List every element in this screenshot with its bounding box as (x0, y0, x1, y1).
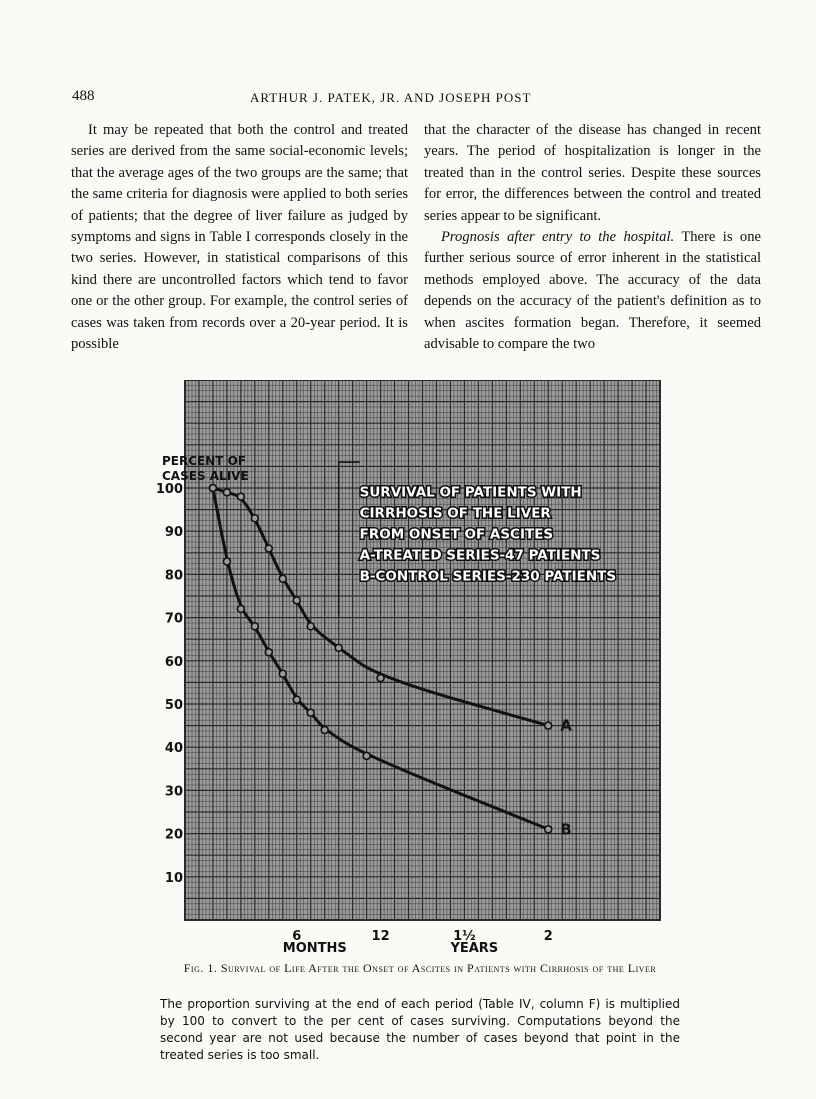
run-in-heading: Prognosis after entry to the hospital. (441, 229, 675, 246)
y-axis-label: PERCENT OF (162, 454, 247, 468)
data-point-B (251, 623, 258, 630)
x-axis-label-years: YEARS (450, 941, 499, 956)
page-number: 488 (72, 88, 95, 104)
left-column (71, 120, 408, 355)
paragraph: It may be repeated that both the control and treated series are derived from the same social-economic levels; that the average ages of the two groups are the same; that the same criteria for diagnosis were applied to both series of patients; that the degree of liver failure as judged by symptoms and signs in Table I corresponds closely in the two series. However, in statistical comparisons of this kind there are uncontrolled factors which tend to favor one or the other group. For example, the control series of cases was taken from records over a 20-year period. It is possible (71, 122, 408, 353)
y-tick-label: 60 (164, 654, 183, 670)
x-tick-label: 1½ (453, 929, 476, 944)
data-point-B (545, 826, 552, 833)
figure-caption-title: Fig. 1. Survival of Life After the Onset of Ascites in Patients with Cirrhosis of the Liver (183, 961, 657, 975)
paragraph-text: There is one further serious source of error inherent in the statistical methods employed above. The accuracy of the data depends on the accuracy of the patient's definition as to when ascites formation began. Therefore, it seemed advisable to compare the two (424, 229, 761, 353)
data-point-B (279, 670, 286, 677)
legend-line: B-CONTROL SERIES-230 PATIENTS (359, 568, 617, 585)
data-point-A (251, 515, 258, 522)
data-point-B (237, 605, 244, 612)
y-axis-label: CASES ALIVE (162, 469, 249, 483)
data-point-A (335, 644, 342, 651)
survival-chart (150, 380, 670, 960)
data-point-B (307, 709, 314, 716)
y-tick-label: 20 (164, 827, 183, 843)
data-point-B (209, 485, 216, 492)
data-point-A (265, 545, 272, 552)
data-point-B (223, 558, 230, 565)
data-point-A (237, 493, 244, 500)
y-tick-label: 80 (164, 568, 183, 584)
x-tick-label: 2 (543, 929, 553, 944)
y-tick-label: 70 (164, 611, 183, 627)
y-tick-label: 50 (164, 698, 183, 713)
series-label-B: B (560, 820, 572, 839)
legend-line: FROM ONSET OF ASCITES (359, 526, 554, 543)
y-tick-label: 30 (164, 784, 183, 800)
data-point-B (293, 696, 300, 703)
x-tick-label: 12 (371, 929, 390, 944)
legend-line: CIRRHOSIS OF THE LIVER (359, 505, 551, 522)
legend-line: SURVIVAL OF PATIENTS WITH (359, 484, 582, 501)
x-tick-label: 6 (292, 929, 302, 944)
figure-caption-body: The proportion surviving at the end of each period (Table IV, column F) is multiplied by 100 to convert to the per cent of cases surviving. Computations beyond the second year are not used because the number of cases beyond that point in the treated series is too small. (160, 997, 680, 1062)
series-label-A: A (560, 716, 572, 735)
data-point-A (377, 675, 384, 682)
right-column (424, 120, 761, 355)
data-point-B (363, 752, 370, 759)
data-point-B (265, 649, 272, 656)
paragraph (424, 227, 761, 355)
chart-grid (185, 380, 660, 920)
y-tick-label: 40 (164, 741, 183, 757)
y-tick-label: 90 (164, 525, 183, 541)
data-point-B (321, 726, 328, 733)
data-point-A (223, 489, 230, 496)
y-tick-label: 10 (164, 870, 183, 886)
data-point-A (307, 623, 314, 630)
x-axis-label-months: MONTHS (282, 941, 347, 956)
paragraph: that the character of the disease has changed in recent years. The period of hospitalization is longer in the treated than in the control series. Despite these sources for error, the differences between the control and treated series appear to be significant. (424, 122, 761, 224)
y-tick-label: 100 (155, 482, 183, 497)
data-point-A (293, 597, 300, 604)
data-point-A (545, 722, 552, 729)
running-head: ARTHUR J. PATEK, JR. AND JOSEPH POST (250, 90, 532, 105)
legend-line: A-TREATED SERIES-47 PATIENTS (359, 547, 601, 564)
data-point-A (279, 575, 286, 582)
